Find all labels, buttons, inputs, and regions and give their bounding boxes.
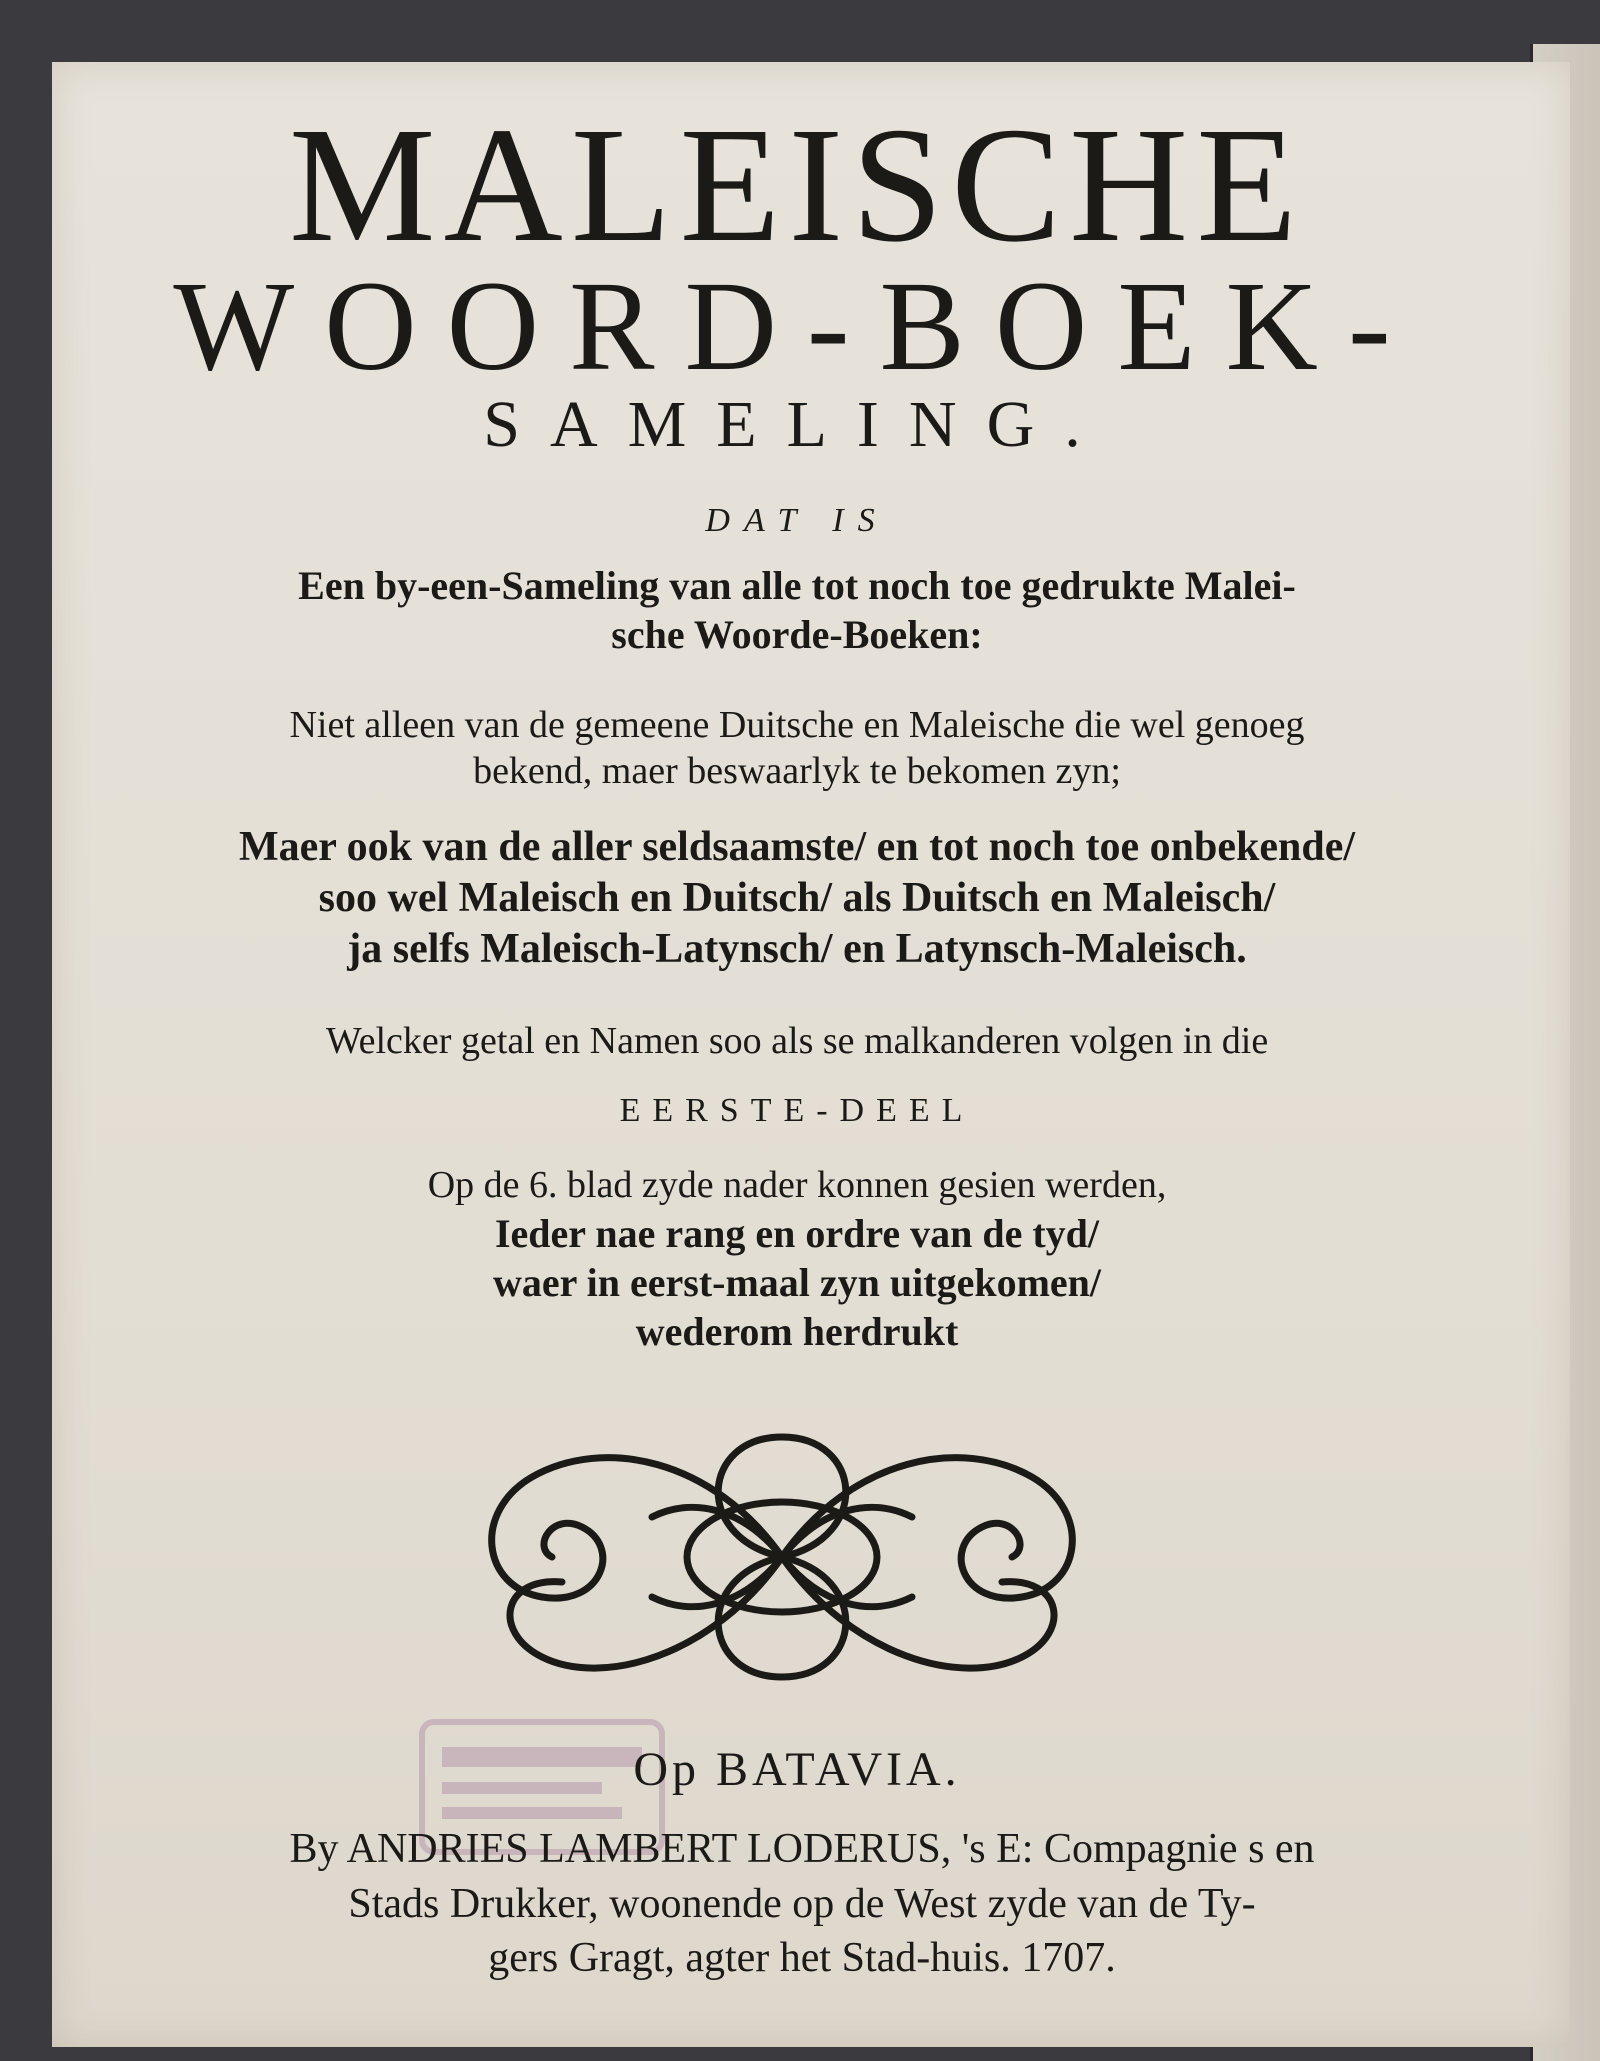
- welcker-line: Welcker getal en Namen soo als se malkanderen volgen in die: [325, 1020, 1269, 1062]
- niet-alleen-line: bekend, maer beswaarlyk te bekomen zyn;: [473, 750, 1121, 793]
- ieder-block: [87, 1210, 1507, 1356]
- subtitle-line: Een by-een-Sameling van alle tot noch toe gedrukte Malei-: [298, 563, 1296, 608]
- subtitle-line: sche Woorde-Boeken:: [611, 611, 983, 657]
- ieder-line: waer in eerst-maal zyn uitgekomen/: [492, 1259, 1102, 1305]
- op-de-line: Op de 6. blad zyde nader konnen gesien werden,: [427, 1164, 1167, 1206]
- maer-ook-line: soo wel Maleisch en Duitsch/ als Duitsch en Maleisch/: [318, 875, 1276, 922]
- niet-alleen-line: Niet alleen van de gemeene Duitsche en Maleische die wel genoeg: [289, 704, 1305, 746]
- title-line-1: MALEISCHE: [288, 93, 1306, 276]
- ieder-line: wederom herdrukt: [635, 1308, 959, 1354]
- dat-is-heading: DAT IS: [705, 502, 889, 539]
- title-line-2: WOORD-BOEK-: [173, 255, 1421, 397]
- eerste-deel-heading: EERSTE-DEEL: [619, 1092, 975, 1129]
- imprint-line: Stads Drukker, woonende op de West zyde van de Ty-: [348, 1880, 1256, 1927]
- subtitle-block: [87, 562, 1507, 660]
- maer-ook-line: Maer ook van de aller seldsaamste/ en tot noch toe onbekende/: [238, 824, 1356, 870]
- place-of-publication: Op BATAVIA.: [633, 1743, 961, 1796]
- maer-ook-line: ja selfs Maleisch-Latynsch/ en Latynsch-Maleisch.: [347, 926, 1247, 973]
- title-line-3: SAMELING.: [483, 388, 1111, 461]
- imprint-block: [152, 1822, 1452, 1986]
- maer-ook-block: [87, 822, 1507, 976]
- niet-alleen-block: [87, 702, 1507, 795]
- imprint-line: gers Gragt, agter het Stad-huis. 1707.: [488, 1935, 1116, 1982]
- ieder-line: Ieder nae rang en ordre van de tyd/: [494, 1211, 1100, 1256]
- imprint-line: By ANDRIES LAMBERT LODERUS, 's E: Compagnie s en: [289, 1826, 1315, 1872]
- printers-ornament: [452, 1397, 1112, 1717]
